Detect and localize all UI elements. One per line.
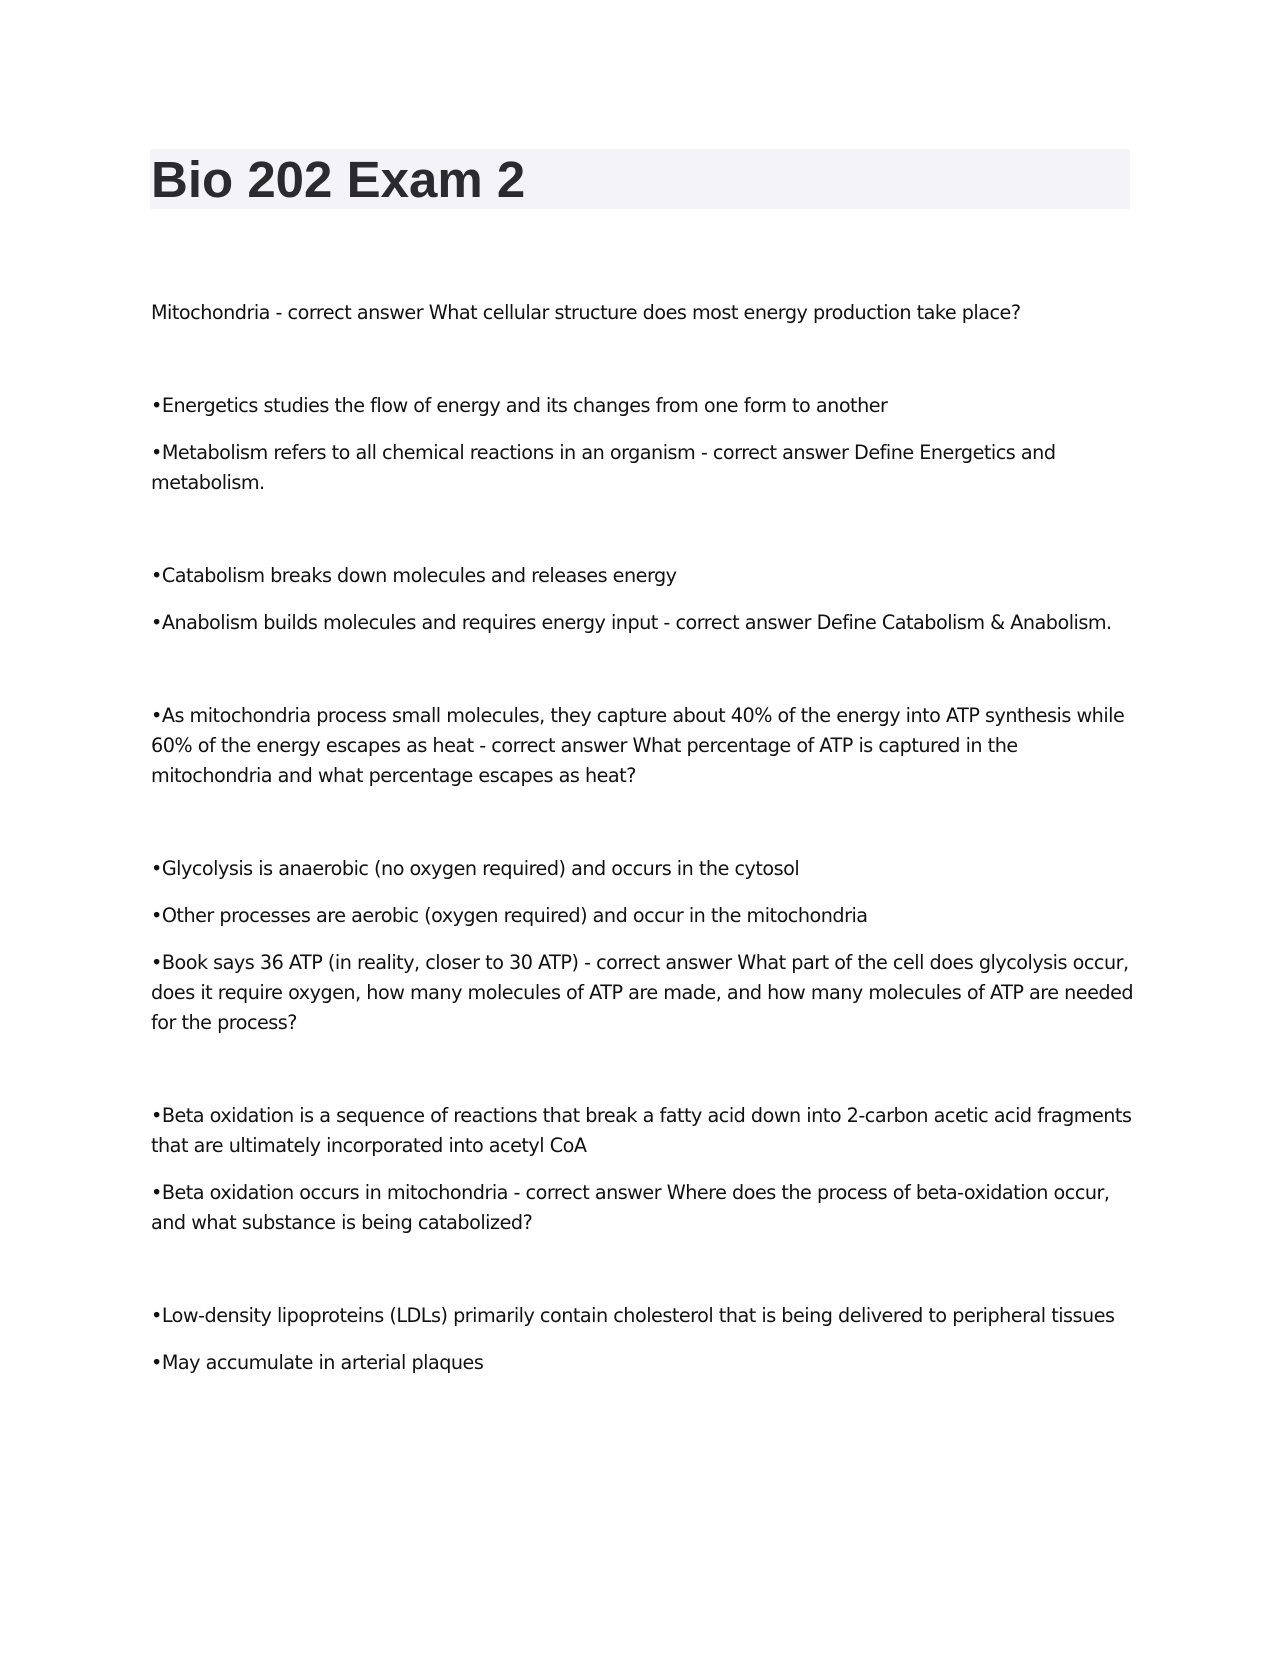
qa-entry (151, 391, 1135, 498)
bullet-paragraph: •Energetics studies the flow of energy and its changes from one form to another (151, 394, 888, 417)
bullet-paragraph: •Other processes are aerobic (oxygen required) and occur in the mitochondria (151, 904, 868, 927)
bullet-paragraph: •Beta oxidation occurs in mitochondria - correct answer Where does the process of beta-oxidation occur, and what substance is being catabolized? (151, 1181, 1110, 1234)
qa-entry (151, 1101, 1135, 1238)
bullet-paragraph: •Beta oxidation is a sequence of reactions that break a fatty acid down into 2-carbon acetic acid fragments that are ultimately incorporated into acetyl CoA (151, 1104, 1132, 1157)
bullet-paragraph: •Glycolysis is anaerobic (no oxygen required) and occurs in the cytosol (151, 857, 800, 880)
bullet-paragraph: •Book says 36 ATP (in reality, closer to 30 ATP) - correct answer What part of the cell does glycolysis occur, does it require oxygen, how many molecules of ATP are made, and how many molecules of ATP are needed for the process? (151, 951, 1134, 1034)
qa-entry (151, 854, 1135, 1038)
bullet-paragraph: •As mitochondria process small molecules, they capture about 40% of the energy into ATP synthesis while 60% of the energy escapes as heat - correct answer What percentage of ATP is captured in the mitochondria and what percentage escapes as heat? (151, 704, 1125, 787)
qa-entry (151, 1301, 1135, 1378)
bullet-paragraph: •Low-density lipoproteins (LDLs) primarily contain cholesterol that is being delivered to peripheral tissues (151, 1304, 1115, 1327)
document-body (151, 298, 1135, 1441)
page-title: Bio 202 Exam 2 (151, 151, 526, 208)
qa-entry (151, 298, 1135, 328)
bullet-paragraph: •May accumulate in arterial plaques (151, 1351, 484, 1374)
paragraph: Mitochondria - correct answer What cellular structure does most energy production take place? (151, 301, 1021, 324)
bullet-paragraph: •Anabolism builds molecules and requires energy input - correct answer Define Catabolism & Anabolism. (151, 611, 1112, 634)
bullet-paragraph: •Catabolism breaks down molecules and releases energy (151, 564, 677, 587)
qa-entry (151, 701, 1135, 791)
bullet-paragraph: •Metabolism refers to all chemical reactions in an organism - correct answer Define Energetics and metabolism. (151, 441, 1056, 494)
qa-entry (151, 561, 1135, 638)
